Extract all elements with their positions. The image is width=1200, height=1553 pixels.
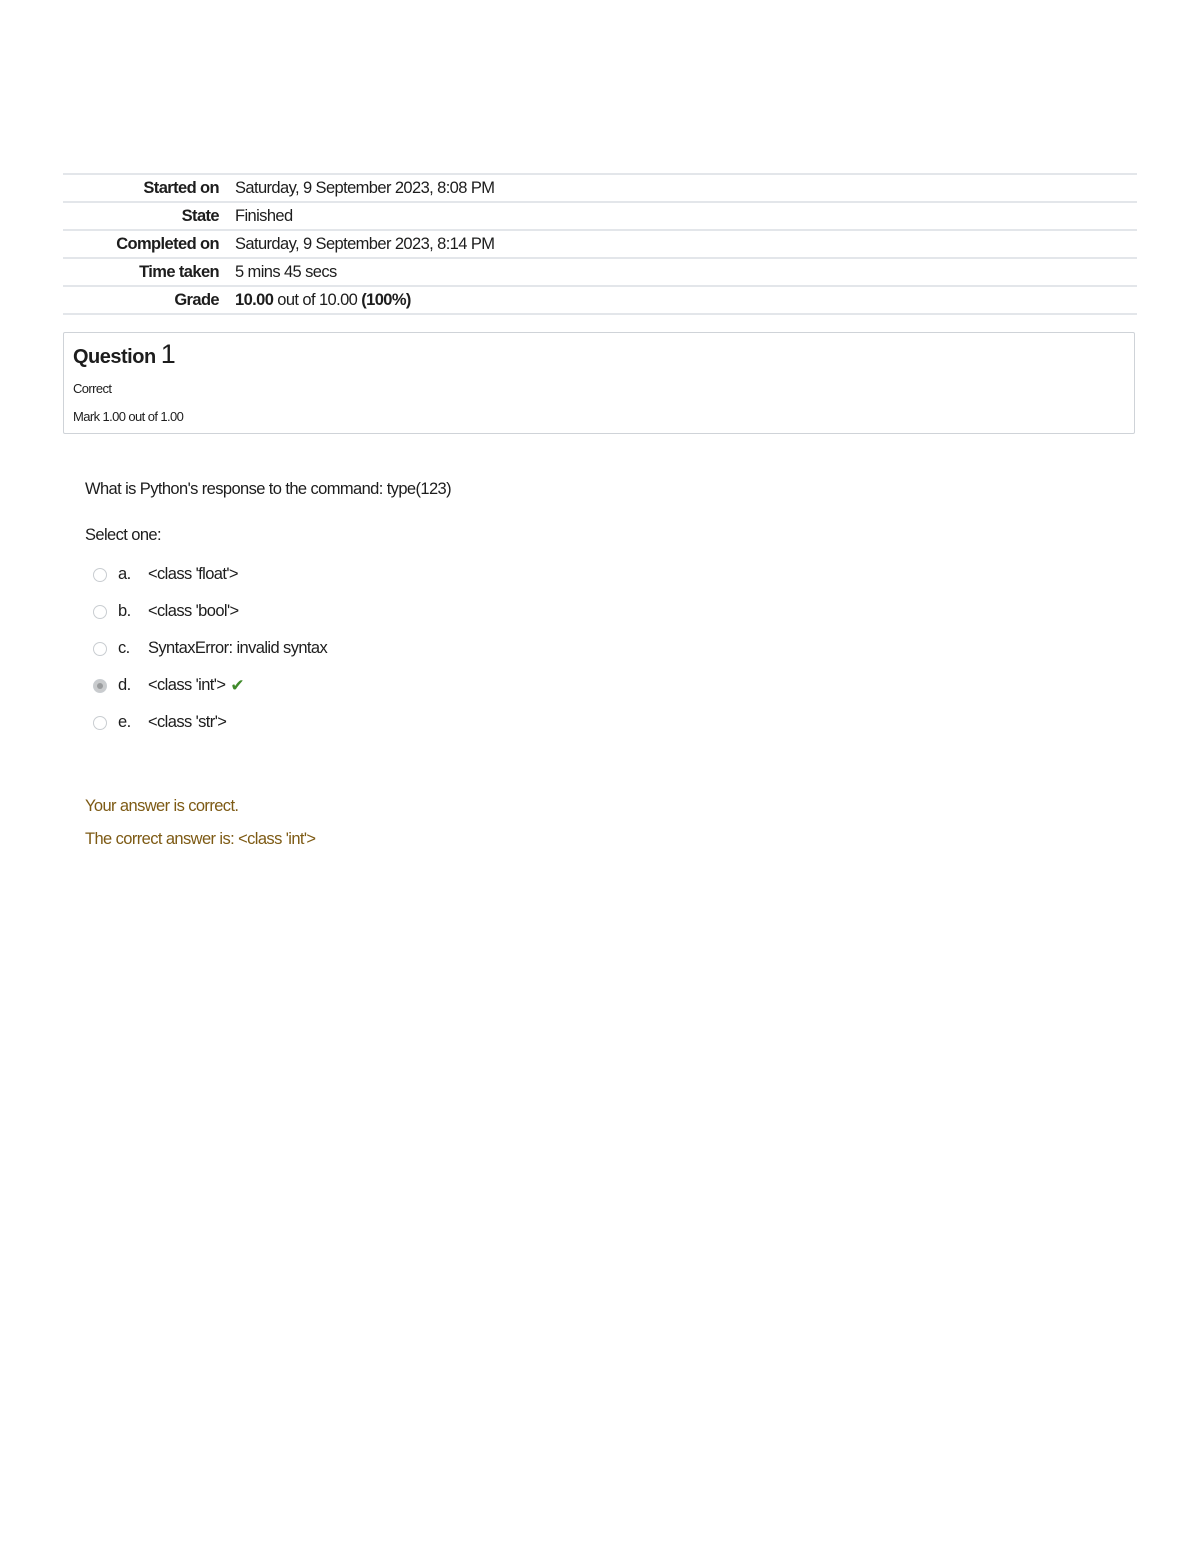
summary-label: State xyxy=(181,206,219,225)
summary-value: Saturday, 9 September 2023, 8:14 PM xyxy=(235,234,495,253)
summary-value: 5 mins 45 secs xyxy=(235,262,337,281)
answer-letter: e. xyxy=(118,713,131,731)
summary-row-grade xyxy=(63,286,1137,314)
answer-option-c[interactable] xyxy=(93,630,327,667)
answer-letter: d. xyxy=(118,676,131,694)
select-one-prompt: Select one: xyxy=(85,526,161,544)
answer-text: SyntaxError: invalid syntax xyxy=(148,639,328,657)
summary-value: Saturday, 9 September 2023, 8:08 PM xyxy=(235,178,495,197)
summary-label: Completed on xyxy=(116,234,219,253)
summary-row-state xyxy=(63,202,1137,230)
radio-button[interactable] xyxy=(93,642,107,656)
radio-button[interactable] xyxy=(93,568,107,582)
question-number xyxy=(73,339,175,370)
summary-value: Finished xyxy=(235,206,293,225)
question-label: Question xyxy=(73,346,156,368)
question-text: What is Python's response to the command: type(123) xyxy=(85,480,451,498)
grade-out-of: out of 10.00 xyxy=(273,290,362,309)
summary-row-started xyxy=(63,174,1137,202)
answer-letter: b. xyxy=(118,602,131,620)
question-mark: Mark 1.00 out of 1.00 xyxy=(73,409,184,424)
right-answer: The correct answer is: <class 'int'> xyxy=(85,830,316,848)
radio-button-selected[interactable] xyxy=(93,679,107,693)
feedback-correct: Your answer is correct. xyxy=(85,797,239,815)
radio-button[interactable] xyxy=(93,716,107,730)
question-info-box xyxy=(63,332,1135,434)
quiz-summary-table xyxy=(63,173,1137,315)
answer-option-a[interactable] xyxy=(93,556,327,593)
summary-label: Started on xyxy=(143,178,219,197)
question-state: Correct xyxy=(73,381,112,396)
grade-percent: (100%) xyxy=(361,290,411,309)
summary-row-completed xyxy=(63,230,1137,258)
answer-letter: a. xyxy=(118,565,131,583)
answer-list xyxy=(93,556,327,741)
summary-label: Grade xyxy=(174,290,219,309)
correct-check-icon: ✔ xyxy=(230,676,245,695)
answer-text: <class 'int'> xyxy=(148,676,226,694)
answer-text: <class 'float'> xyxy=(148,565,238,583)
summary-value xyxy=(235,286,1137,314)
question-number-value: 1 xyxy=(160,339,176,369)
grade-score: 10.00 xyxy=(235,290,274,309)
answer-text: <class 'str'> xyxy=(148,713,227,731)
radio-button[interactable] xyxy=(93,605,107,619)
answer-letter: c. xyxy=(118,639,130,657)
summary-label: Time taken xyxy=(139,262,219,281)
answer-option-d[interactable] xyxy=(93,667,327,704)
answer-option-e[interactable] xyxy=(93,704,327,741)
answer-text: <class 'bool'> xyxy=(148,602,239,620)
answer-option-b[interactable] xyxy=(93,593,327,630)
summary-row-time-taken xyxy=(63,258,1137,286)
